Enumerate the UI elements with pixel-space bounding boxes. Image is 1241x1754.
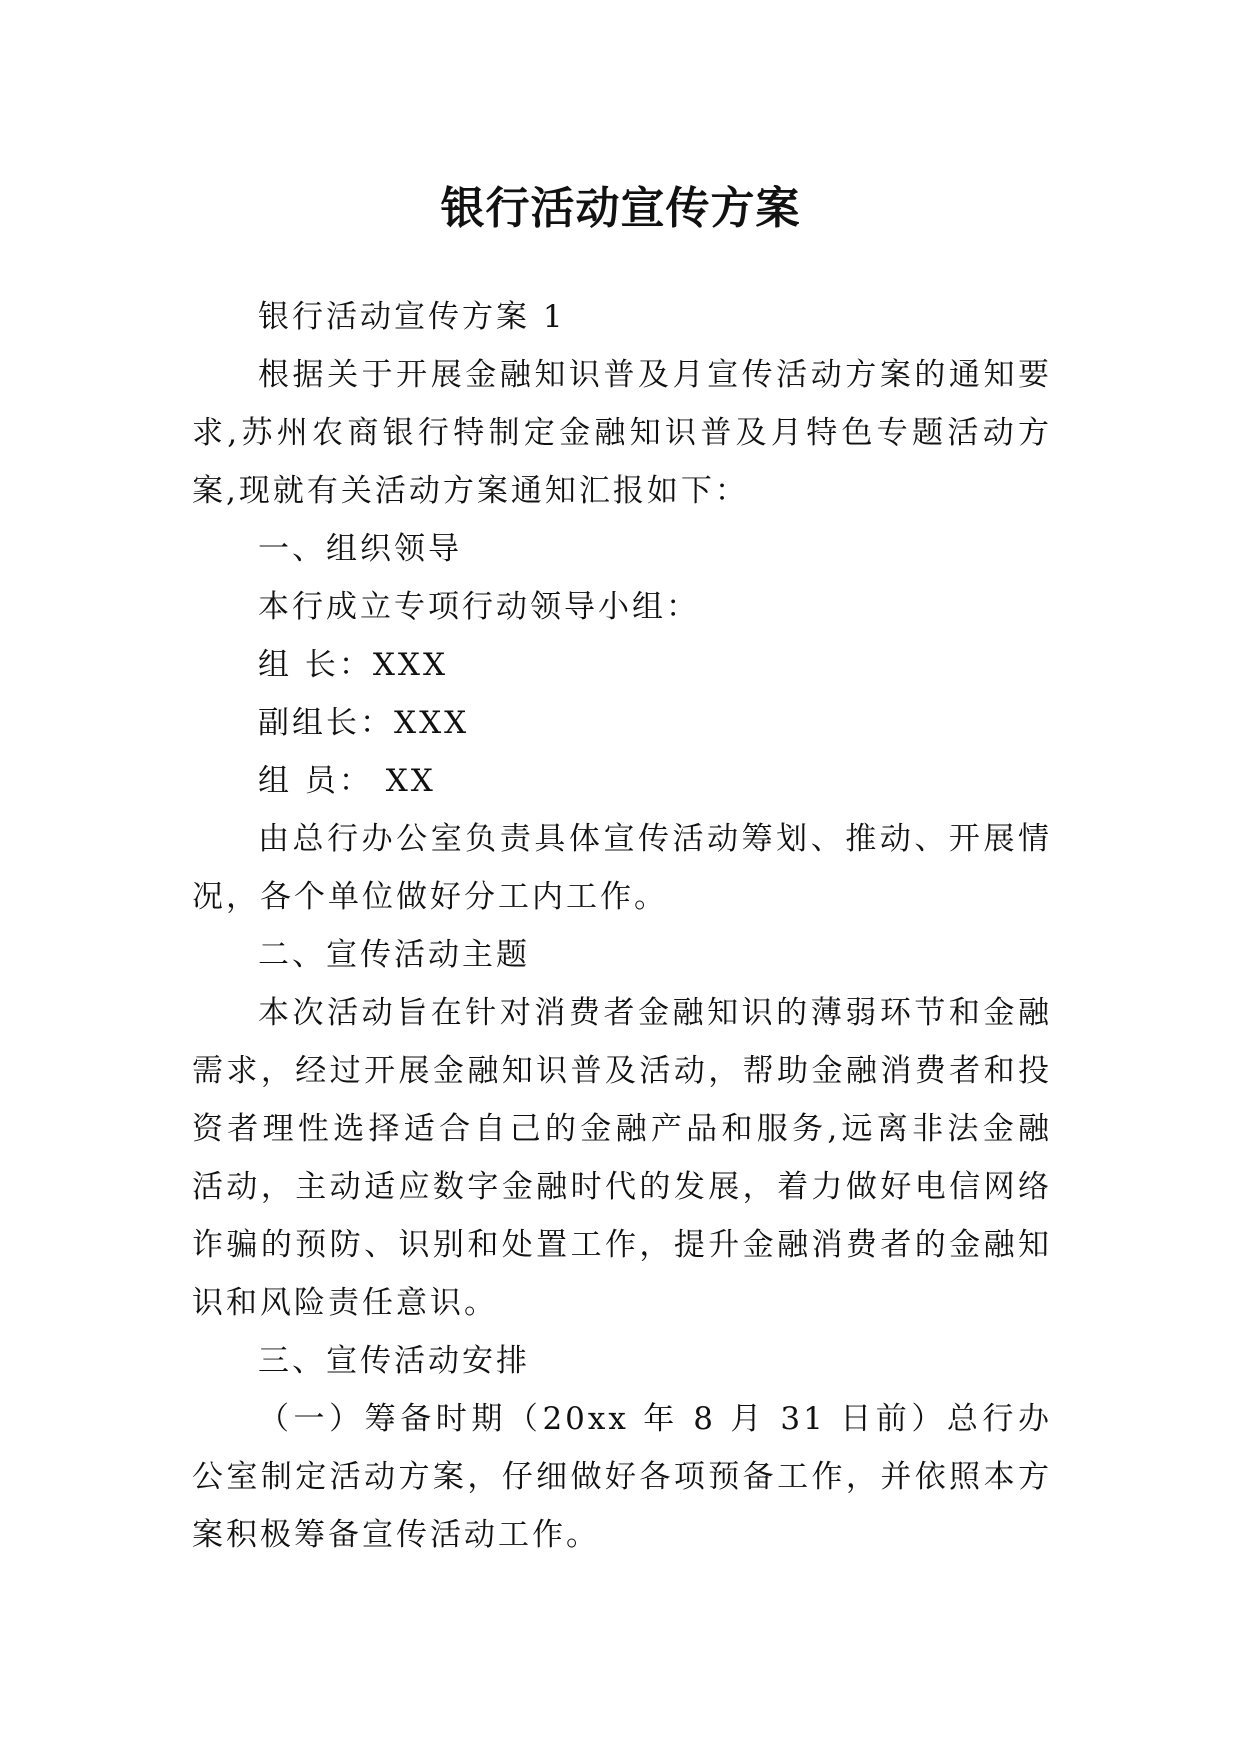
document-title: 银行活动宣传方案 — [440, 183, 801, 235]
intro-paragraph: 根据关于开展金融知识普及月宣传活动方案的通知要求,苏州农商银行特制定金融知识普及月特色专题活动方案,现就有关活动方案通知汇报如下： — [192, 357, 1052, 509]
document-body — [192, 288, 1052, 1564]
theme-paragraph: 本次活动旨在针对消费者金融知识的薄弱环节和金融需求，经过开展金融知识普及活动，帮助金融消费者和投资者理性选择适合自己的金融产品和服务,远离非法金融活动，主动适应数字金融时代的发展，着力做好电信网络诈骗的预防、识别和处置工作，提升金融消费者的金融知识和风险责任意识。 — [192, 995, 1052, 1321]
deputy-leader-line: 副组长：XXX — [258, 705, 470, 741]
section-heading-arrangement: 三、宣传活动安排 — [258, 1343, 530, 1379]
preparation-paragraph: （一）筹备时期（20xx 年 8 月 31 日前）总行办公室制定活动方案，仔细做好各项预备工作，并依照本方案积极筹备宣传活动工作。 — [192, 1401, 1052, 1553]
leadership-group-intro: 本行成立专项行动领导小组： — [258, 589, 700, 625]
responsibility-paragraph: 由总行办公室负责具体宣传活动筹划、推动、开展情况，各个单位做好分工内工作。 — [192, 821, 1052, 915]
section-heading-organization: 一、组织领导 — [258, 531, 462, 567]
group-leader-line: 组 长：XXX — [258, 647, 449, 683]
heading-plan-1: 银行活动宣传方案 1 — [258, 299, 566, 335]
group-members-line: 组 员： XX — [258, 763, 436, 799]
section-heading-theme: 二、宣传活动主题 — [258, 937, 530, 973]
